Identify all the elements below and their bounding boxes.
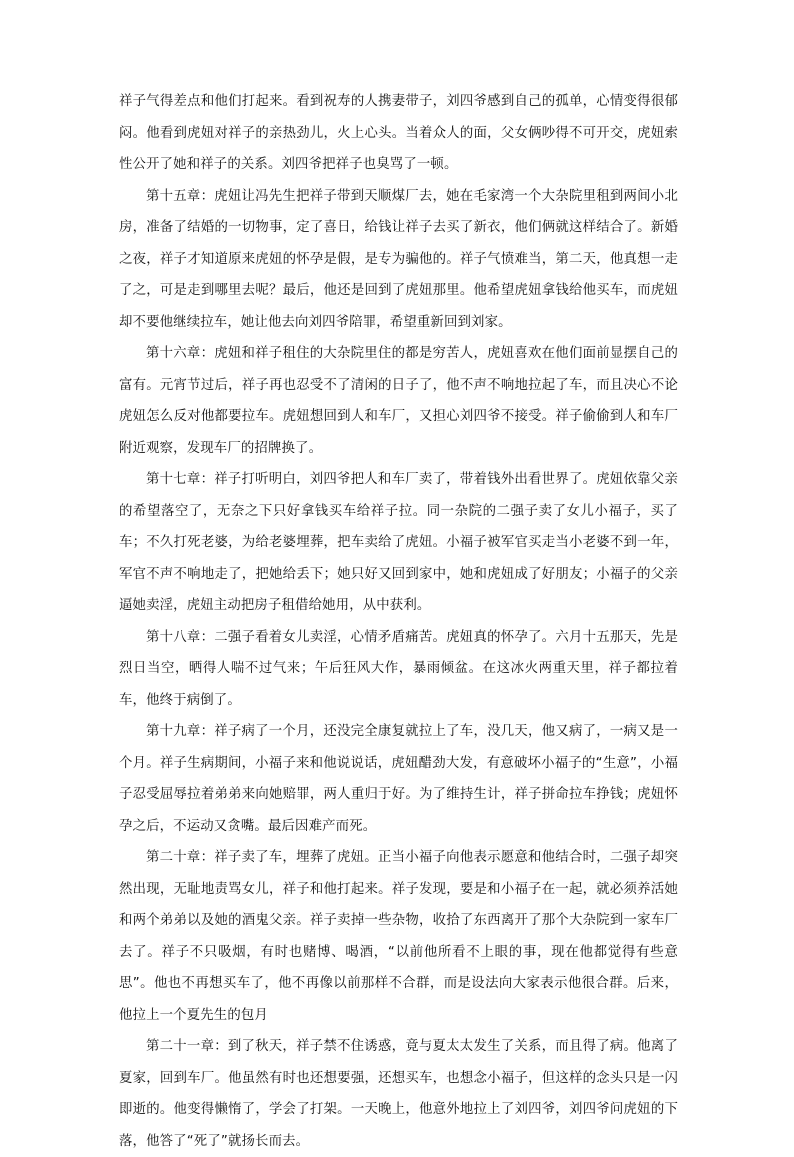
paragraph-chapter-20: 第二十章：祥子卖了车，埋葬了虎妞。正当小福子向他表示愿意和他结合时，二强子却突然出现，无耻地责骂女儿，祥子和他打起来。祥子发现，要是和小福子在一起，就必须养活她和两个弟弟以及她的酒鬼父亲。祥子卖掉一些杂物，收拾了东西离开了那个大杂院到一家车厂去了。祥子不只吸烟，有时也赌博、喝酒，“以前他所看不上眼的事，现在他都觉得有些意思”。他也不再想买车了，他不再像以前那样不合群，而是设法向大家表示他很合群。后来，他拉上一个夏先生的包月: [119, 850, 678, 1023]
paragraph-chapter-15: 第十五章：虎妞让冯先生把祥子带到天顺煤厂去，她在毛家湾一个大杂院里租到两间小北房，准备了结婚的一切物事，定了喜日，给钱让祥子去买了新衣，他们俩就这样结合了。新婚之夜，祥子才知道原来虎妞的怀孕是假，是专为骗他的。祥子气愤难当，第二天，他真想一走了之，可是走到哪里去呢？最后，他还是回到了虎妞那里。他希望虎妞拿钱给他买车，而虎妞却不要他继续拉车，她让他去向刘四爷陪罪，希望重新回到刘家。: [119, 188, 678, 330]
paragraph-chapter-21: 第二十一章：到了秋天，祥子禁不住诱惑，竟与夏太太发生了关系，而且得了病。他离了夏家，回到车厂。他虽然有时也还想要强，还想买车，也想念小福子，但这样的念头只是一闪即逝的。他变得懒惰了，学会了打架。一天晚上，他意外地拉上了刘四爷，刘四爷问虎妞的下落，他答了“死了”就扬长而去。: [119, 1039, 678, 1149]
paragraph-chapter-19: 第十九章：祥子病了一个月，还没完全康复就拉上了车，没几天，他又病了，一病又是一个月。祥子生病期间，小福子来和他说说话，虎妞醋劲大发，有意破坏小福子的“生意”，小福子忍受屈辱拉着弟弟来向她赔罪，两人重归于好。为了维持生计，祥子拼命拉车挣钱；虎妞怀孕之后，不运动又贪嘴。最后因难产而死。: [119, 724, 678, 834]
paragraph-chapter-18: 第十八章：二强子看着女儿卖淫，心情矛盾痛苦。虎妞真的怀孕了。六月十五那天，先是烈日当空，晒得人喘不过气来；午后狂风大作，暴雨倾盆。在这冰火两重天里，祥子都拉着车，他终于病倒了。: [119, 629, 678, 708]
paragraph-chapter-16: 第十六章：虎妞和祥子租住的大杂院里住的都是穷苦人，虎妞喜欢在他们面前显摆自己的富有。元宵节过后，祥子再也忍受不了清闲的日子了，他不声不响地拉起了车，而且决心不论虎妞怎么反对他都要拉车。虎妞想回到人和车厂，又担心刘四爷不接受。祥子偷偷到人和车厂附近观察，发现车厂的招牌换了。: [119, 346, 678, 456]
paragraph-chapter-17: 第十七章：祥子打听明白，刘四爷把人和车厂卖了，带着钱外出看世界了。虎妞依靠父亲的希望落空了，无奈之下只好拿钱买车给祥子拉。同一杂院的二强子卖了女儿小福子，买了车；不久打死老婆，为给老婆埋葬，把车卖给了虎妞。小福子被军官买走当小老婆不到一年，军官不声不响地走了，把她给丢下；她只好又回到家中，她和虎妞成了好朋友；小福子的父亲逼她卖淫，虎妞主动把房子租借给她用，从中获利。: [119, 472, 678, 613]
document-page: [119, 86, 678, 1157]
paragraph-continuation: 祥子气得差点和他们打起来。看到祝寿的人携妻带子，刘四爷感到自己的孤单，心情变得很郁闷。他看到虎妞对祥子的亲热劲儿，火上心头。当着众人的面，父女俩吵得不可开交，虎妞索性公开了她和祥子的关系。刘四爷把祥子也臭骂了一顿。: [119, 94, 678, 172]
